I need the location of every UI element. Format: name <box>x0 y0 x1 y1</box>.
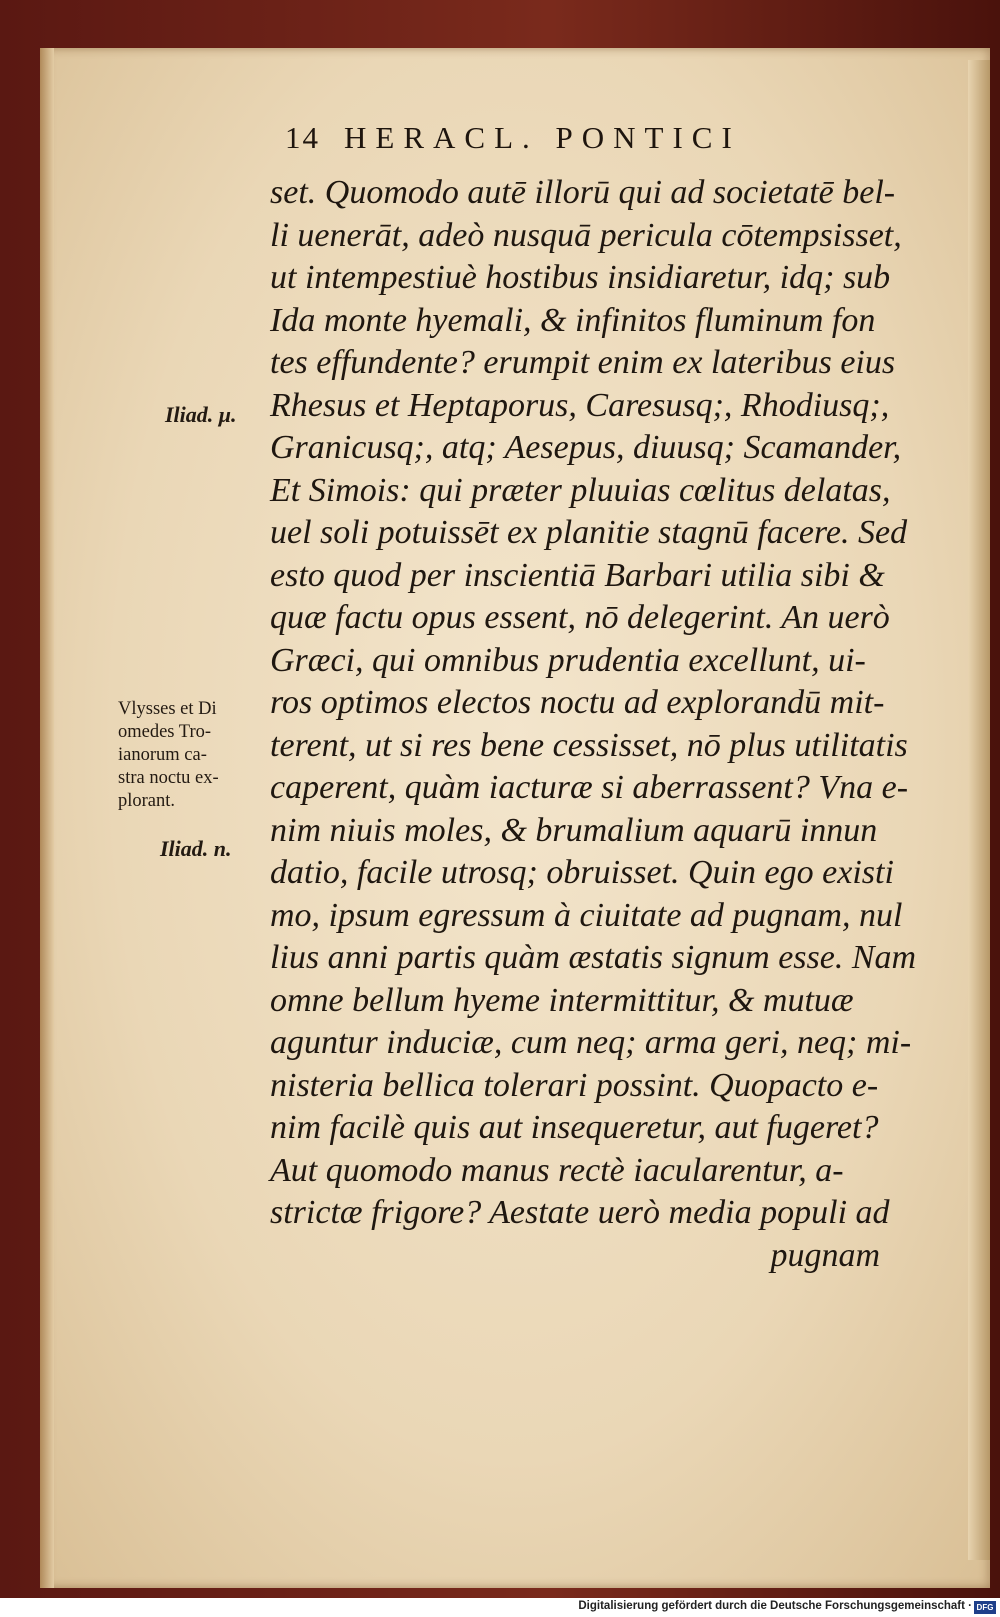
text-line: Rhesus et Heptaporus, Caresusq;, Rhodiusq;, <box>270 386 890 424</box>
text-line: Ida monte hyemali, & infinitos fluminum fon <box>270 301 876 339</box>
text-line: li uenerāt, adeò nusquā pericula cōtempsisset, <box>270 216 902 254</box>
page-fore-edge <box>968 60 990 1560</box>
margin-note-line: ianorum ca- <box>118 745 207 765</box>
running-title: HERACL. PONTICI <box>344 120 741 155</box>
text-line: omne bellum hyeme intermittitur, & mutuæ <box>270 981 854 1019</box>
text-line: strictæ frigore? Aestate uerò media populi ad <box>270 1194 890 1231</box>
page-number: 14 <box>285 120 320 155</box>
margin-note-line: Vlysses et Di <box>118 699 217 719</box>
text-line: esto quod per inscientiā Barbari utilia sibi & <box>270 556 885 594</box>
text-line: Et Simois: qui præter pluuias cœlitus delatas, <box>270 471 891 509</box>
text-line: nim niuis moles, & brumalium aquarū innun <box>270 811 878 849</box>
text-line: ut intempestiuè hostibus insidiaretur, idq; sub <box>270 259 891 296</box>
margin-note-iliad-mu: Iliad. μ. <box>165 402 237 427</box>
page-gutter <box>40 48 54 1588</box>
text-line: set. Quomodo autē illorū qui ad societatē bel- <box>270 174 896 211</box>
text-line: quæ factu opus essent, nō delegerint. An uerò <box>270 599 890 636</box>
footer-credit: Digitalisierung gefördert durch die Deutsche Forschungsgemeinschaft · <box>578 1600 972 1612</box>
text-line: mo, ipsum egressum à ciuitate ad pugnam, nul <box>270 896 903 934</box>
text-line: Græci, qui omnibus prudentia excellunt, ui- <box>270 641 866 679</box>
main-text-block <box>270 172 917 1277</box>
margin-note-line: omedes Tro- <box>118 722 212 742</box>
text-line: aguntur induciæ, cum neq; arma geri, neq; mi- <box>270 1024 912 1061</box>
text-line: terent, ut si res bene cessisset, nō plus utilitatis <box>270 726 908 764</box>
text-line: uel soli potuissēt ex planitie stagnū facere. Sed <box>270 514 908 551</box>
margin-note-ulysses <box>118 698 219 813</box>
running-header <box>285 120 885 176</box>
text-line: nim facilè quis aut insequeretur, aut fugeret? <box>270 1109 879 1146</box>
catchword: pugnam <box>770 1236 880 1274</box>
margin-note-line: plorant. <box>118 791 176 811</box>
dfg-logo-icon: DFG <box>974 1601 996 1614</box>
text-line: Granicusq;, atq; Aesepus, diuusq; Scamander, <box>270 429 902 466</box>
text-line: datio, facile utrosq; obruisset. Quin ego existi <box>270 854 894 891</box>
text-line: nisteria bellica tolerari possint. Quopacto e- <box>270 1066 879 1104</box>
text-line: lius anni partis quàm æstatis signum esse. Nam <box>270 939 917 976</box>
text-line: tes effundente? erumpit enim ex lateribus eius <box>270 344 896 381</box>
text-line: ros optimos electos noctu ad explorandū mit- <box>270 684 885 721</box>
margin-note-iliad-nu: Iliad. n. <box>160 836 232 861</box>
text-line: Aut quomodo manus rectè iacularentur, a- <box>270 1151 844 1189</box>
margin-note-line: stra noctu ex- <box>118 768 219 788</box>
text-line: caperent, quàm iacturæ si aberrassent? Vna e- <box>270 769 909 806</box>
